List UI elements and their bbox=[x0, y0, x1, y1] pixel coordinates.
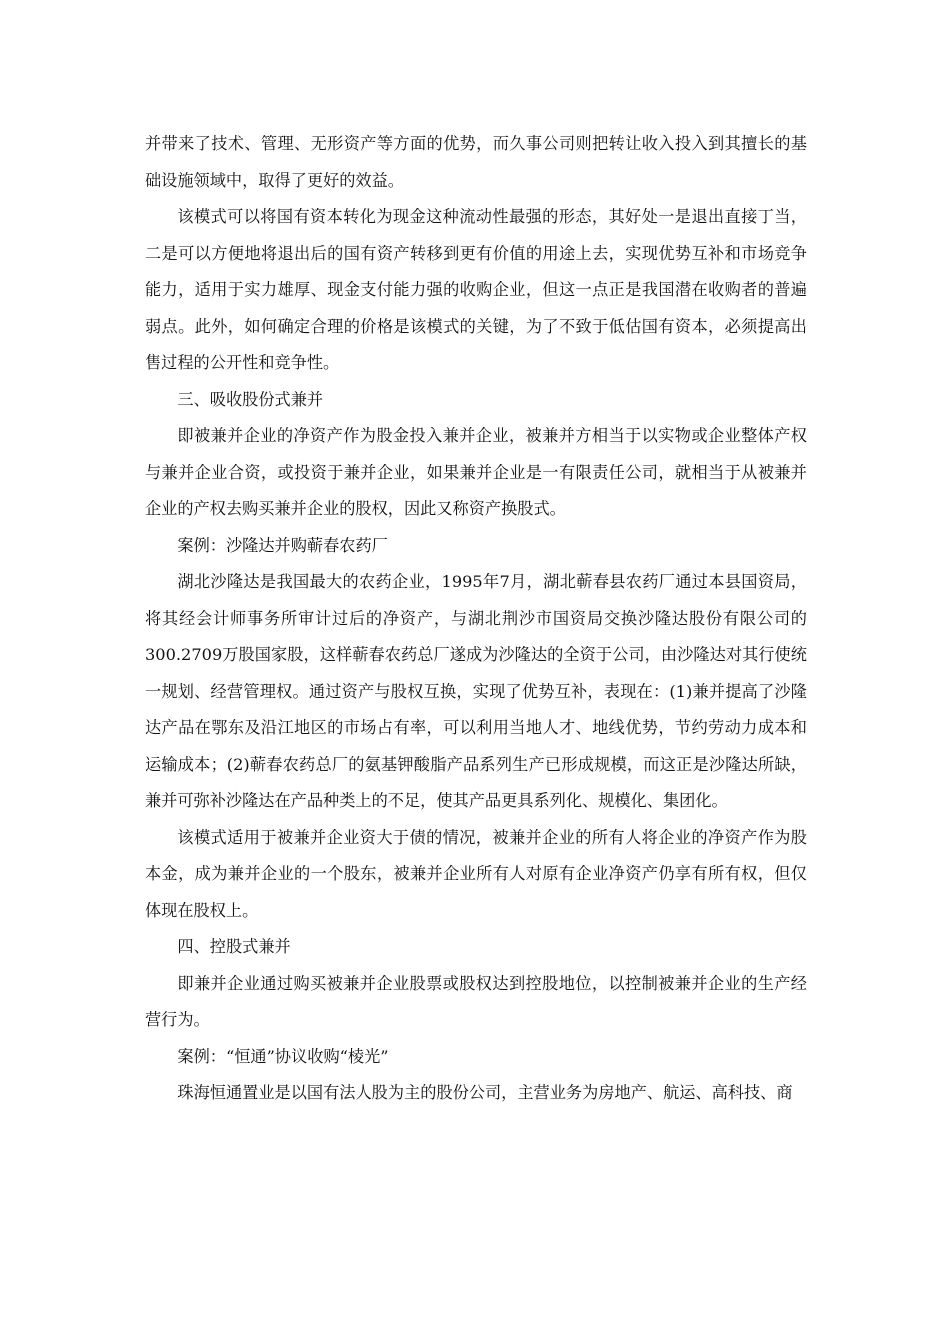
paragraph-absorb-share-definition: 即被兼并企业的净资产作为股金投入兼并企业，被兼并方相当于以实物或企业整体产权与兼并企业合资，或投资于兼并企业，如果兼并企业是一有限责任公司，就相当于从被兼并企业的产权去购买兼并企业的股权，因此又称资产换股式。 bbox=[145, 426, 807, 518]
paragraph-continuation: 并带来了技术、管理、无形资产等方面的优势，而久事公司则把转让收入投入到其擅长的基础设施领域中，取得了更好的效益。 bbox=[145, 134, 807, 190]
case-heading-hengtong: 案例：“恒通”协议收购“棱光” bbox=[177, 1046, 389, 1066]
paragraph-absorb-share-applicability: 该模式适用于被兼并企业资大于债的情况，被兼并企业的所有人将企业的净资产作为股本金，成为兼并企业的一个股东，被兼并企业所有人对原有企业净资产仍享有所有权，但仅体现在股权上。 bbox=[145, 827, 807, 920]
paragraph-holding-definition: 即兼并企业通过购买被兼并企业股票或股权达到控股地位，以控制被兼并企业的生产经营行为。 bbox=[145, 973, 807, 1029]
section-heading-absorb-share-merger: 三、吸收股份式兼并 bbox=[177, 389, 324, 409]
section-heading-holding-merger: 四、控股式兼并 bbox=[177, 937, 291, 956]
paragraph-hengtong-case: 珠海恒通置业是以国有法人股为主的股份公司，主营业务为房地产、航运、高科技、商 bbox=[177, 1083, 793, 1102]
case-heading-shalongda: 案例：沙隆达并购蕲春农药厂 bbox=[177, 535, 388, 555]
paragraph-shalongda-case: 湖北沙隆达是我国最大的农药企业，1995年7月，湖北蕲春县农药厂通过本县国资局，将其经会计师事务所审计过后的净资产，与湖北荆沙市国资局交换沙隆达股份有限公司的300.2709万股国家股，这样蕲春农药总厂遂成为沙隆达的全资于公司，由沙隆达对其行使统一规划、经营管理权。通过资产与股权互换，实现了优势互补，表现在：(1)兼并提高了沙隆达产品在鄂东及沿江地区的市场占有率，可以利用当地人才、地线优势，节约劳动力成本和运输成本；(2)蕲春农药总厂的氨基钾酸脂产品系列生产已形成规模，而这正是沙隆达所缺，兼并可弥补沙隆达在产品种类上的不足，使其产品更具系列化、规模化、集团化。 bbox=[145, 572, 807, 810]
paragraph-model-analysis: 该模式可以将国有资本转化为现金这种流动性最强的形态，其好处一是退出直接丁当，二是可以方便地将退出后的国有资产转移到更有价值的用途上去，实现优势互补和市场竞争能力，适用于实力雄厚、现金支付能力强的收购企业，但这一点正是我国潜在收购者的普遍弱点。此外，如何确定合理的价格是该模式的关键，为了不致于低估国有资本，必须提高出售过程的公开性和竞争性。 bbox=[145, 207, 807, 372]
document-body bbox=[145, 126, 807, 1112]
